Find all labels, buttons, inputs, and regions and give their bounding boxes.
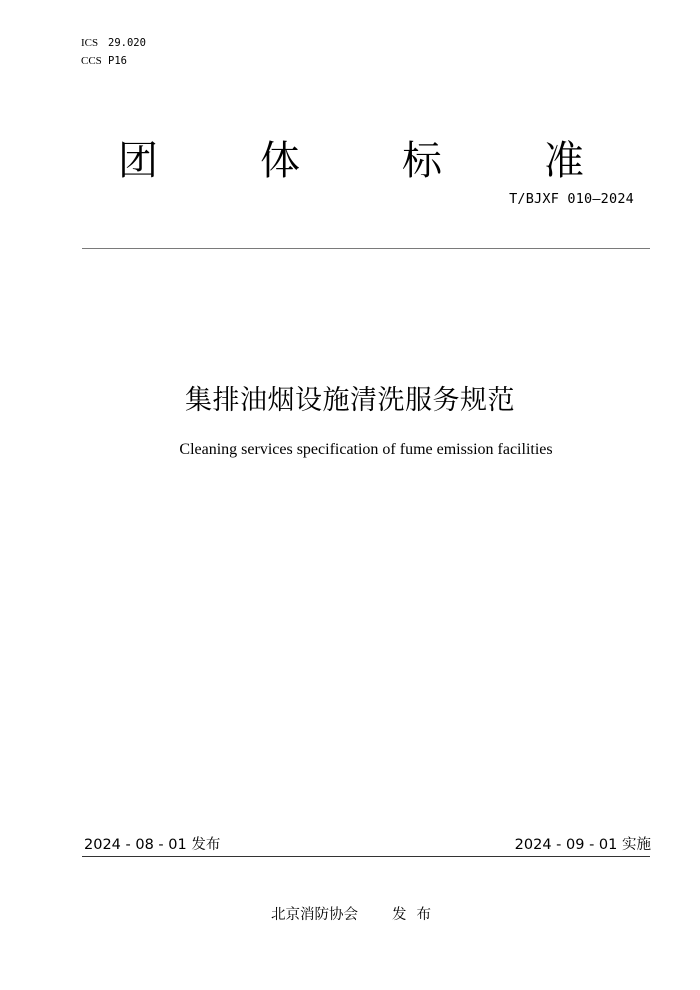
publisher-line [271,905,441,925]
standard-type-char: 准 [544,138,584,184]
ccs-row [81,52,146,70]
publisher-name: 北京消防协会 [271,907,358,923]
standard-type-char: 团 [118,138,158,184]
ics-label: ICS [81,37,99,49]
ccs-label: CCS [81,55,102,67]
standard-code: T/BJXF 010—2024 [509,191,634,207]
standard-type-heading [118,136,584,186]
standard-type-char: 体 [260,138,300,184]
ics-row [81,34,146,52]
header-divider [82,248,650,249]
standard-type-char: 标 [402,138,442,184]
document-title-en: Cleaning services specification of fume emission facilities [179,441,553,458]
ccs-value: P16 [108,55,127,67]
footer-divider [82,856,650,857]
issue-date: 2024 - 08 - 01 发布 [84,837,221,853]
classification-block [81,34,146,70]
implement-date: 2024 - 09 - 01 实施 [514,837,651,853]
ics-value: 29.020 [108,37,146,49]
document-title-cn: 集排油烟设施清洗服务规范 [185,385,515,416]
issue-word: 发布 [392,907,441,923]
